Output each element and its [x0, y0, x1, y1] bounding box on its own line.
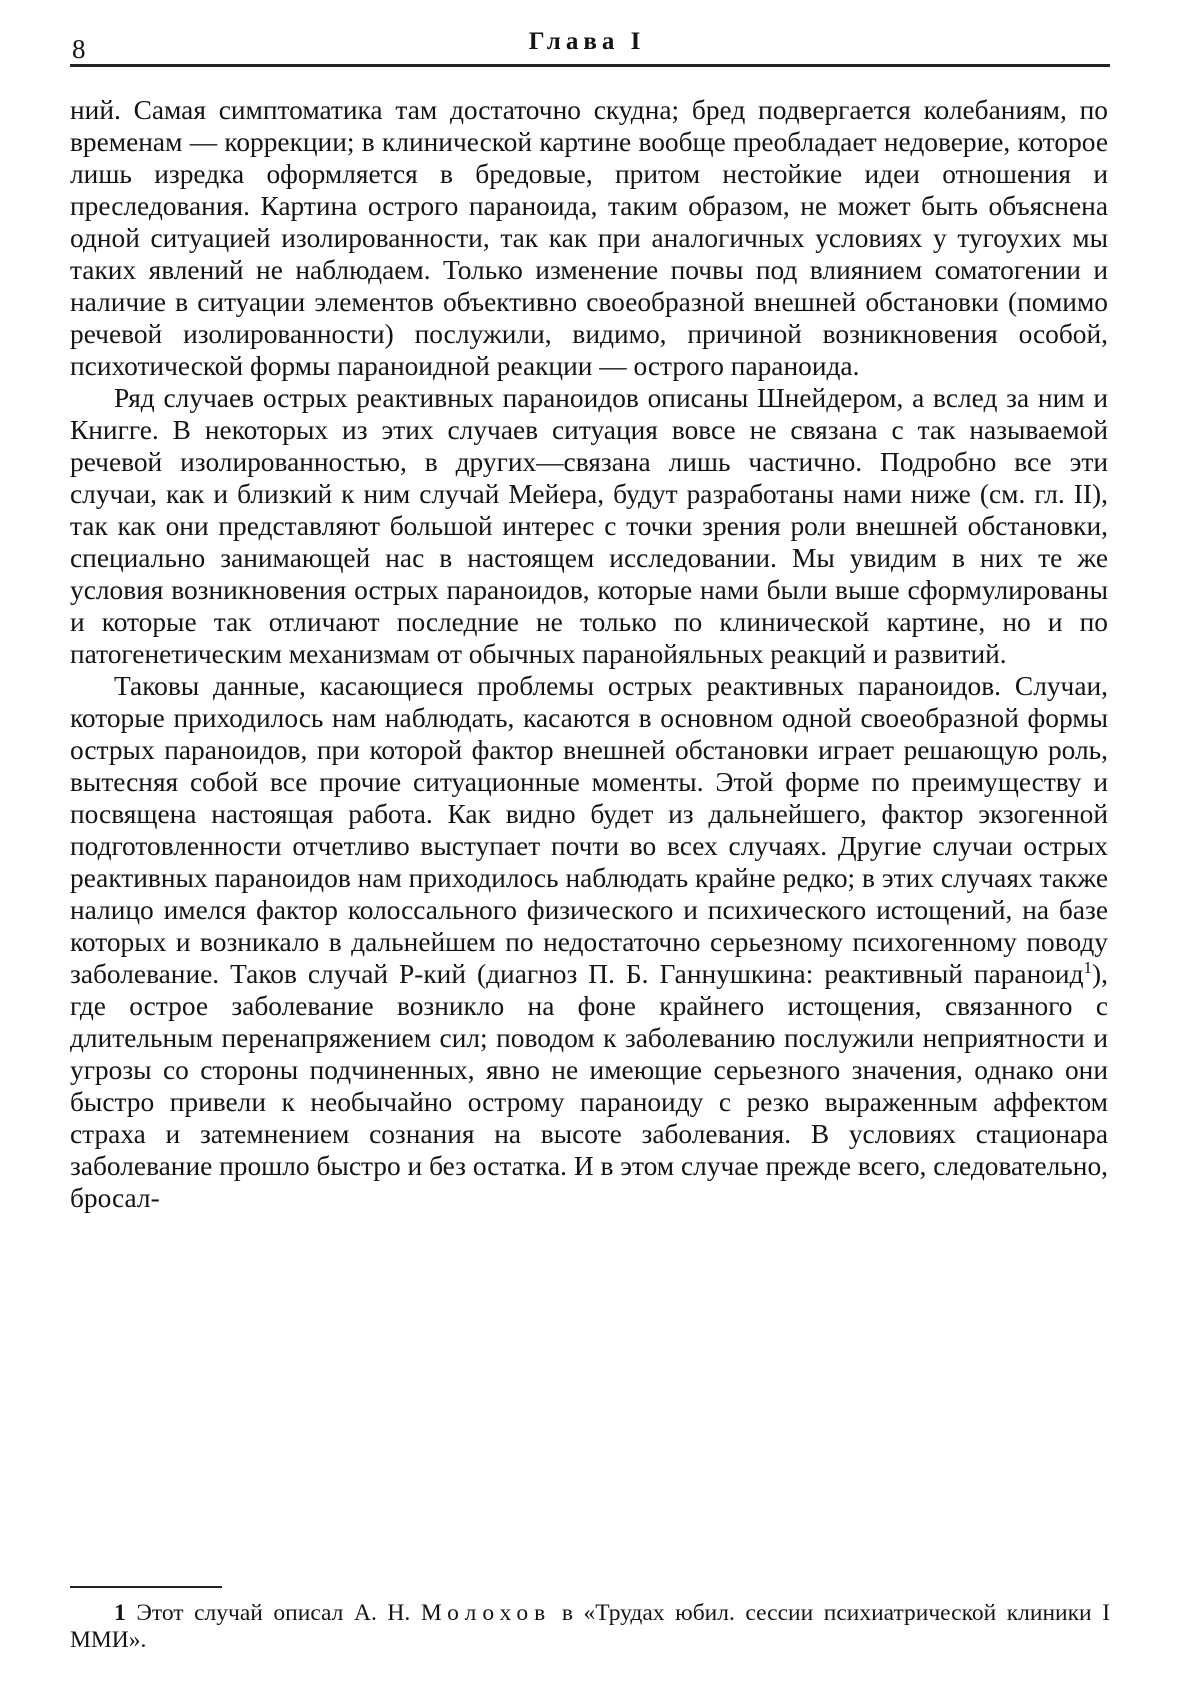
footnote: [70, 1600, 1110, 1654]
paragraph-continued: ний. Самая симптоматика там достаточно скудна; бред подвергается колебаниям, по временам — коррекции; в клинической картине вообще преобладает недоверие, которое лишь изредка оформляется в бредовые, притом нестойкие идеи отношения и преследования. Картина острого параноида, таким образом, не может быть объяснена одной ситуацией изолированности, так как при аналогичных условиях у тугоухих мы таких явлений не наблюдаем. Только изменение почвы под влиянием соматогении и наличие в ситуации элементов объективно своеобразной внешней обстановки (помимо речевой изолированности) послужили, видимо, причиной возникновения особой, психотической формы параноидной реакции — острого параноида.: [70, 95, 1108, 381]
footnote-rule: [70, 1586, 222, 1588]
footnote-marker: 1: [114, 1600, 126, 1626]
page-number: 8: [72, 34, 86, 64]
main-text-block: [70, 94, 1108, 1214]
paragraph-schneider-knigge: Ряд случаев острых реактивных параноидов описаны Шнейдером, а вслед за ним и Книгге. В некоторых из этих случаев ситуация вовсе не связана с так называемой речевой изолированностью, в других—связана лишь частично. Подробно все эти случаи, как и близкий к ним случай Мейера, будут разработаны нами ниже (см. гл. II), так как они представляют большой интерес с точки зрения роли внешней обстановки, специально занимающей нас в настоящем исследовании. Мы увидим в них те же условия возникновения острых параноидов, которые нами были выше сформулированы и которые так отличают последние не только по клинической картине, но и по патогенетическим механизмам от обычных паранойяльных реакций и развитий.: [70, 383, 1108, 669]
paragraph-acute-paranoids: [70, 670, 1108, 1214]
footnote-text-part-2: в «Трудах юбил. сессии психиатрической клиники I ММИ».: [70, 1600, 1111, 1653]
footnote-author-name: Молохов: [420, 1600, 552, 1626]
running-head-chapter-title: Глава I: [528, 28, 646, 55]
paragraph-text-part-2: ), где острое заболевание возникло на фоне крайнего истощения, связанного с длительным перенапряжением сил; поводом к заболеванию послужили неприятности и угрозы со стороны подчиненных, явно не имеющие серьезного значения, однако они быстро привели к необычайно острому параноиду с резко выраженным аффектом страха и затемнением сознания на высоте заболевания. В условиях стационара заболевание прошло быстро и без остатка. И в этом случае прежде всего, следовательно, бросал-: [70, 959, 1108, 1213]
footnote-reference: 1: [1083, 957, 1093, 977]
header-rule: [70, 64, 1110, 67]
footnote-text-part-1: Этот случай описал А. Н.: [136, 1600, 411, 1626]
paragraph-text-part-1: Таковы данные, касающиеся проблемы острых реактивных параноидов. Случаи, которые приходилось нам наблюдать, касаются в основном одной своеобразной формы острых параноидов, при которой фактор внешней обстановки играет решающую роль, вытесняя собой все прочие ситуационные моменты. Этой форме по преимуществу и посвящена настоящая работа. Как видно будет из дальнейшего, фактор экзогенной подготовленности отчетливо выступает почти во всех случаях. Другие случаи острых реактивных параноидов нам приходилось наблюдать крайне редко; в этих случаях также налицо имелся фактор колоссального физического и психического истощений, на базе которых и возникало в дальнейшем по недостаточно серьезному психогенному поводу заболевание. Таков случай Р-кий (диагноз П. Б. Ганнушкина: реактивный параноид: [70, 671, 1108, 989]
page-header: [70, 26, 1104, 64]
